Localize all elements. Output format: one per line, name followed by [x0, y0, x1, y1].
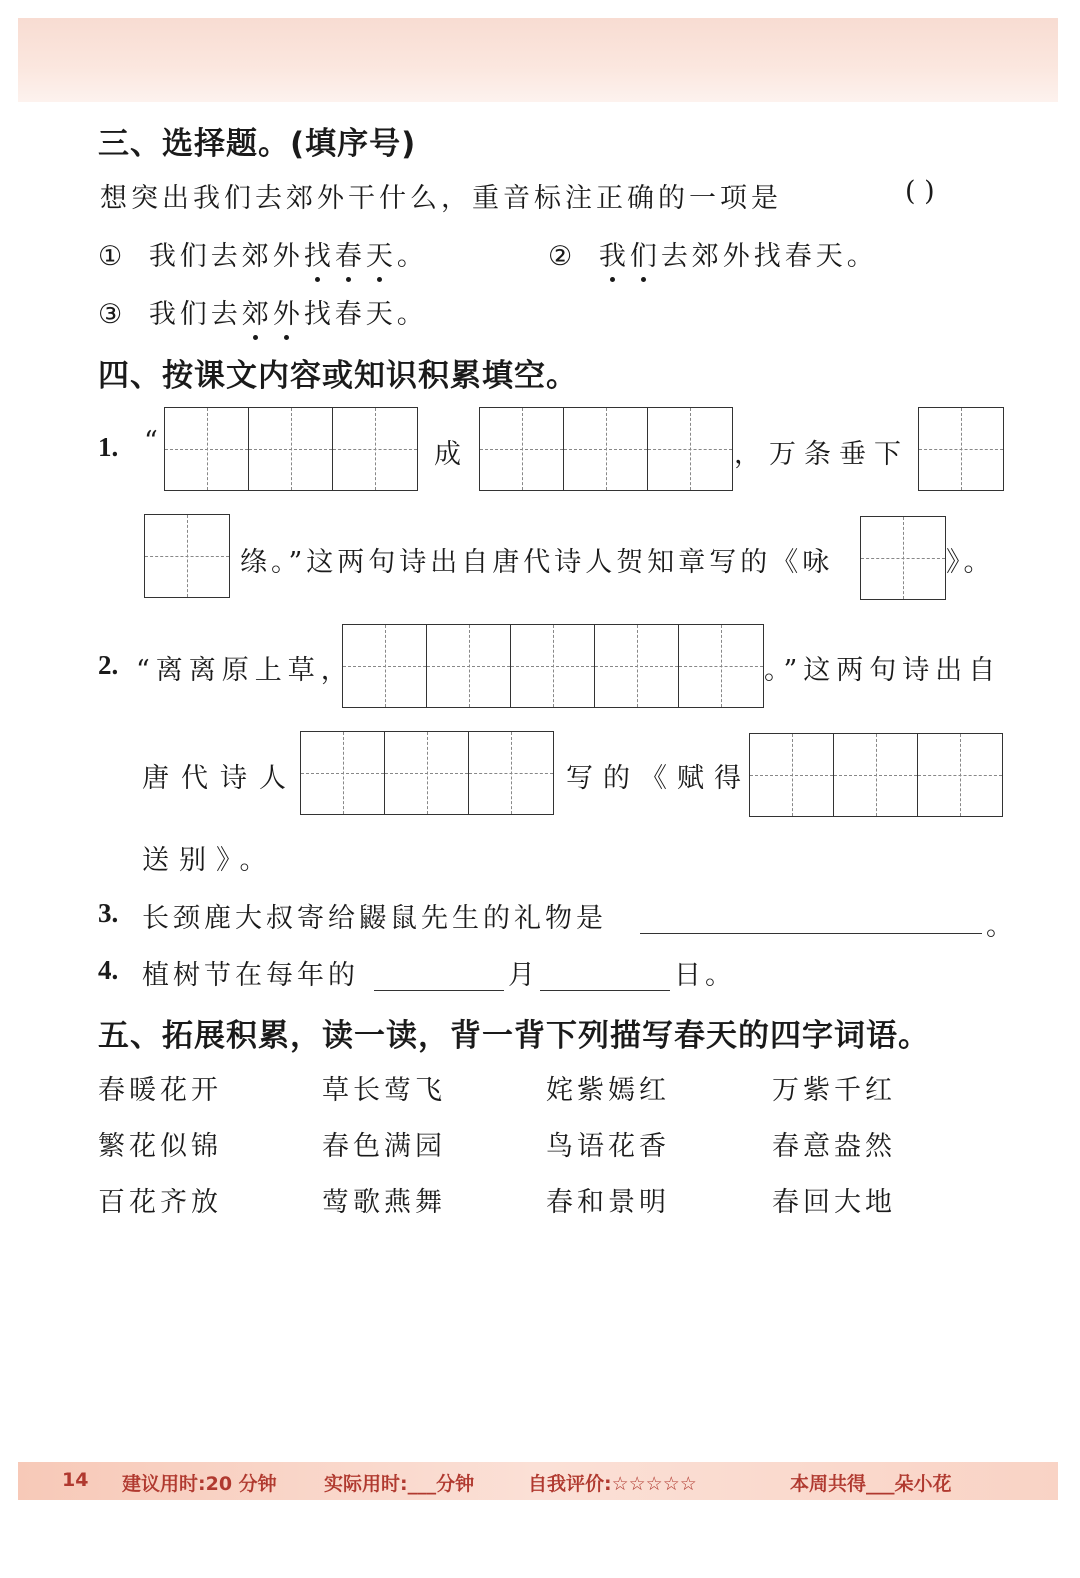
rating-stars-icon[interactable]: ☆☆☆☆☆ [611, 1473, 697, 1495]
word-item: 莺歌燕舞 [322, 1187, 446, 1218]
q1-answer-box-4[interactable] [144, 514, 230, 598]
option-2-text: 我们去郊外找春天。 [599, 241, 878, 272]
q2-text5: 送别》。 [142, 845, 277, 876]
footer-band [18, 1462, 1058, 1500]
option-3[interactable] [98, 292, 428, 331]
q1-open-quote: “ [144, 426, 162, 457]
q1-answer-box-2[interactable] [479, 407, 733, 491]
section3-question: 想突出我们去郊外干什么，重音标注正确的一项是 [100, 183, 782, 214]
q4-day-blank[interactable] [540, 989, 670, 991]
q1-line2: 绦。”这两句诗出自唐代诗人贺知章写的《咏 [240, 547, 834, 578]
word-item: 春回大地 [772, 1187, 896, 1218]
option-3-text: 我们去郊外找春天。 [149, 299, 428, 330]
word-item: 姹紫嫣红 [546, 1075, 670, 1106]
section5-title: 五、拓展积累，读一读，背一背下列描写春天的四字词语。 [98, 1018, 930, 1054]
option-1[interactable] [98, 234, 428, 273]
q3-text: 长颈鹿大叔寄给鼹鼠先生的礼物是 [142, 903, 607, 934]
option-2-marker: ② [548, 241, 577, 272]
option-1-text: 我们去郊外找春天。 [149, 241, 428, 272]
word-item: 草长莺飞 [322, 1075, 446, 1106]
header-banner [18, 18, 1058, 102]
q2-answer-box-2[interactable] [300, 731, 554, 815]
word-item: 春意盎然 [772, 1131, 896, 1162]
actual-time[interactable]: 实际用时:___分钟 [324, 1473, 475, 1495]
q4-day: 日。 [674, 960, 736, 991]
q1-answer-box-5[interactable] [860, 516, 946, 600]
q4-month-blank[interactable] [374, 989, 504, 991]
q3-end: 。 [986, 911, 1017, 942]
word-item: 繁花似锦 [98, 1131, 222, 1162]
self-eval-label: 自我评价: [528, 1473, 612, 1495]
q1-answer-box-1[interactable] [164, 407, 418, 491]
q1-cheng: 成 [434, 439, 465, 470]
q1-answer-box-3[interactable] [918, 407, 1004, 491]
q4-number: 4. [98, 955, 119, 985]
weekly-total[interactable]: 本周共得___朵小花 [790, 1473, 952, 1495]
option-2[interactable] [548, 234, 878, 273]
page-number: 14 [62, 1469, 89, 1491]
section4-title: 四、按课文内容或知识积累填空。 [98, 358, 578, 394]
q1-close: 》。 [946, 547, 995, 578]
q2-answer-box-1[interactable] [342, 624, 764, 708]
q4-month: 月 [508, 960, 539, 991]
q3-number: 3. [98, 898, 119, 928]
q2-text3: 唐代诗人 [142, 763, 298, 794]
word-item: 春色满园 [322, 1131, 446, 1162]
word-item: 百花齐放 [98, 1187, 222, 1218]
self-eval [528, 1469, 700, 1496]
q1-number: 1. [98, 432, 119, 462]
word-item: 春暖花开 [98, 1075, 222, 1106]
q3-blank[interactable] [640, 932, 982, 934]
word-item: 春和景明 [546, 1187, 670, 1218]
section3-title: 三、选择题。(填序号) [98, 126, 417, 162]
q2-answer-box-3[interactable] [749, 733, 1003, 817]
q2-text2: 。”这两句诗出自 [764, 655, 1002, 686]
q2-number: 2. [98, 650, 119, 680]
word-item: 鸟语花香 [546, 1131, 670, 1162]
suggested-time: 建议用时:20 分钟 [122, 1473, 277, 1495]
q2-text4: 写的《赋得 [566, 763, 751, 794]
q1-wantiao: ，万条垂下 [734, 439, 909, 470]
answer-paren[interactable]: ( ) [905, 176, 935, 207]
q4-text: 植树节在每年的 [142, 960, 359, 991]
option-3-marker: ③ [98, 299, 127, 330]
option-1-marker: ① [98, 241, 127, 272]
word-item: 万紫千红 [772, 1075, 896, 1106]
q2-text1: “离离原上草， [136, 655, 354, 686]
